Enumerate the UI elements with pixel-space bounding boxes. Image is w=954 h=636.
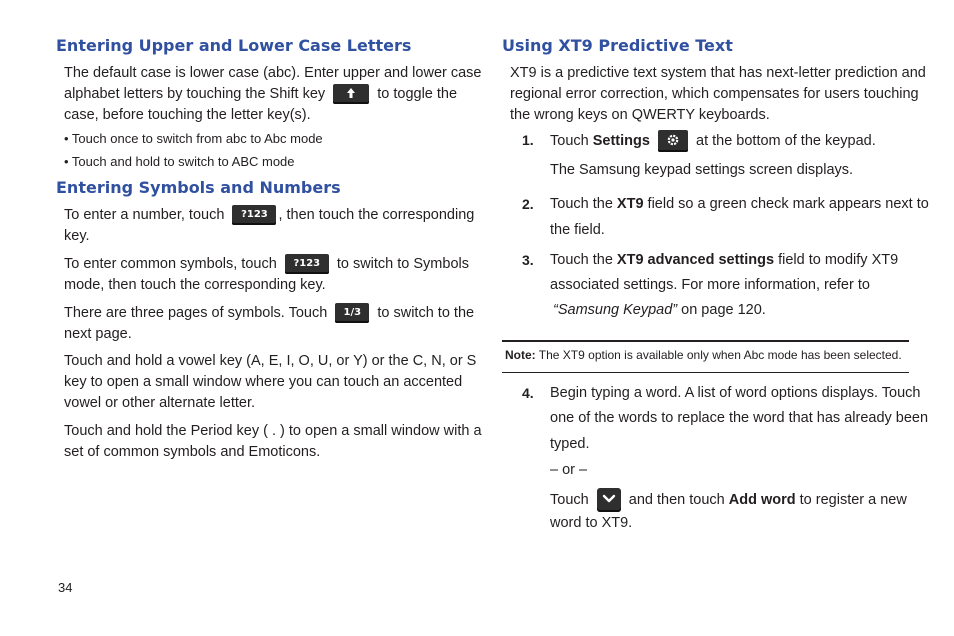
or-separator: – or –	[550, 462, 588, 478]
text-span: , then touch the corresponding	[278, 207, 475, 223]
note-bottom-rule	[502, 372, 909, 373]
note-label: Note:	[505, 348, 536, 362]
num-key-icon: ?123	[232, 205, 276, 225]
paragraph-text: case, before touching the letter key(s).	[64, 107, 311, 123]
step-text	[550, 300, 766, 321]
text-span: field to modify XT9	[774, 252, 899, 268]
heading-xt9: Using XT9 Predictive Text	[502, 36, 733, 55]
step-text	[550, 194, 929, 215]
up-arrow-icon	[346, 87, 356, 99]
hide-key-icon	[597, 488, 621, 512]
text-span: to register a new	[795, 491, 907, 508]
heading-symbols-numbers: Entering Symbols and Numbers	[56, 178, 341, 197]
text-span: Touch	[550, 491, 589, 508]
paragraph-text: set of common symbols and Emoticons.	[64, 444, 321, 460]
text-span: Touch	[550, 132, 593, 149]
step-text: word to XT9.	[550, 515, 633, 531]
step-text: associated settings. For more information, refer to	[550, 277, 870, 293]
paragraph-text	[64, 303, 474, 324]
paragraph-text: mode, then touch the corresponding key.	[64, 277, 326, 293]
step-text: Begin typing a word. A list of word options displays. Touch	[550, 385, 921, 401]
page-number: 34	[58, 580, 73, 595]
step-text	[550, 250, 898, 271]
paragraph-text: key to open a small window where you can touch an accented	[64, 374, 463, 390]
paragraph-text: Touch and hold a vowel key (A, E, I, O, U, or Y) or the C, N, or S	[64, 353, 477, 369]
chevron-down-icon	[602, 494, 616, 504]
paragraph-text: The default case is lower case (abc). Enter upper and lower case	[64, 65, 482, 81]
paragraph-text: the wrong keys on QWERTY keyboards.	[510, 107, 770, 123]
step-text: one of the words to replace the word that has already been	[550, 410, 929, 426]
paragraph-text: regional error correction, which compensates for users touching	[510, 86, 919, 102]
step-number: 1.	[522, 132, 534, 148]
xt9-label: XT9	[616, 196, 644, 212]
text-span: field so a green check mark appears next to	[643, 196, 929, 212]
page-key-icon: 1/3	[335, 303, 369, 323]
heading-upper-lower-case: Entering Upper and Lower Case Letters	[56, 36, 412, 55]
text-span: To enter common symbols, touch	[64, 256, 277, 272]
paragraph-text	[64, 84, 457, 105]
step-text: typed.	[550, 436, 590, 452]
gear-icon	[666, 133, 680, 147]
paragraph-text: XT9 is a predictive text system that has next-letter prediction and	[510, 65, 926, 81]
text-span: alphabet letters by touching the Shift key	[64, 86, 326, 102]
text-span: to switch to the	[377, 305, 475, 321]
settings-label: Settings	[592, 132, 650, 149]
text-span: on page 120.	[677, 302, 766, 318]
paragraph-text: Touch and hold the Period key ( . ) to open a small window with a	[64, 423, 482, 439]
step-number: 2.	[522, 196, 534, 212]
cross-reference-link[interactable]: “Samsung Keypad”	[553, 302, 678, 318]
step-number: 4.	[522, 385, 534, 401]
note-top-rule	[502, 340, 909, 342]
text-span: Touch the	[550, 252, 617, 268]
paragraph-text: vowel or other alternate letter.	[64, 395, 256, 411]
note	[505, 347, 902, 363]
step-text: the field.	[550, 222, 605, 238]
text-span: To enter a number, touch	[64, 207, 225, 223]
text-span: Touch the	[550, 196, 617, 212]
paragraph-text	[64, 205, 474, 226]
step-text	[550, 130, 876, 152]
xt9-advanced-settings-label: XT9 advanced settings	[616, 252, 775, 268]
text-span: at the bottom of the keypad.	[696, 132, 876, 149]
step-text	[550, 488, 907, 512]
settings-key-icon	[658, 130, 688, 152]
bullet-item: • Touch once to switch from abc to Abc mode	[64, 131, 323, 146]
note-text: The XT9 option is available only when Abc mode has been selected.	[535, 348, 902, 362]
text-span: and then touch	[628, 491, 729, 508]
text-span: to switch to Symbols	[336, 256, 469, 272]
symbols-key-icon: ?123	[285, 254, 329, 274]
shift-key-icon	[333, 84, 369, 104]
step-number: 3.	[522, 252, 534, 268]
step-result: The Samsung keypad settings screen displays.	[550, 162, 854, 178]
add-word-label: Add word	[728, 491, 796, 508]
paragraph-text: next page.	[64, 326, 132, 342]
paragraph-text: key.	[64, 228, 90, 244]
bullet-item: • Touch and hold to switch to ABC mode	[64, 154, 295, 169]
text-span: There are three pages of symbols. Touch	[64, 305, 328, 321]
paragraph-text	[64, 254, 469, 275]
text-span: to toggle the	[377, 86, 458, 102]
